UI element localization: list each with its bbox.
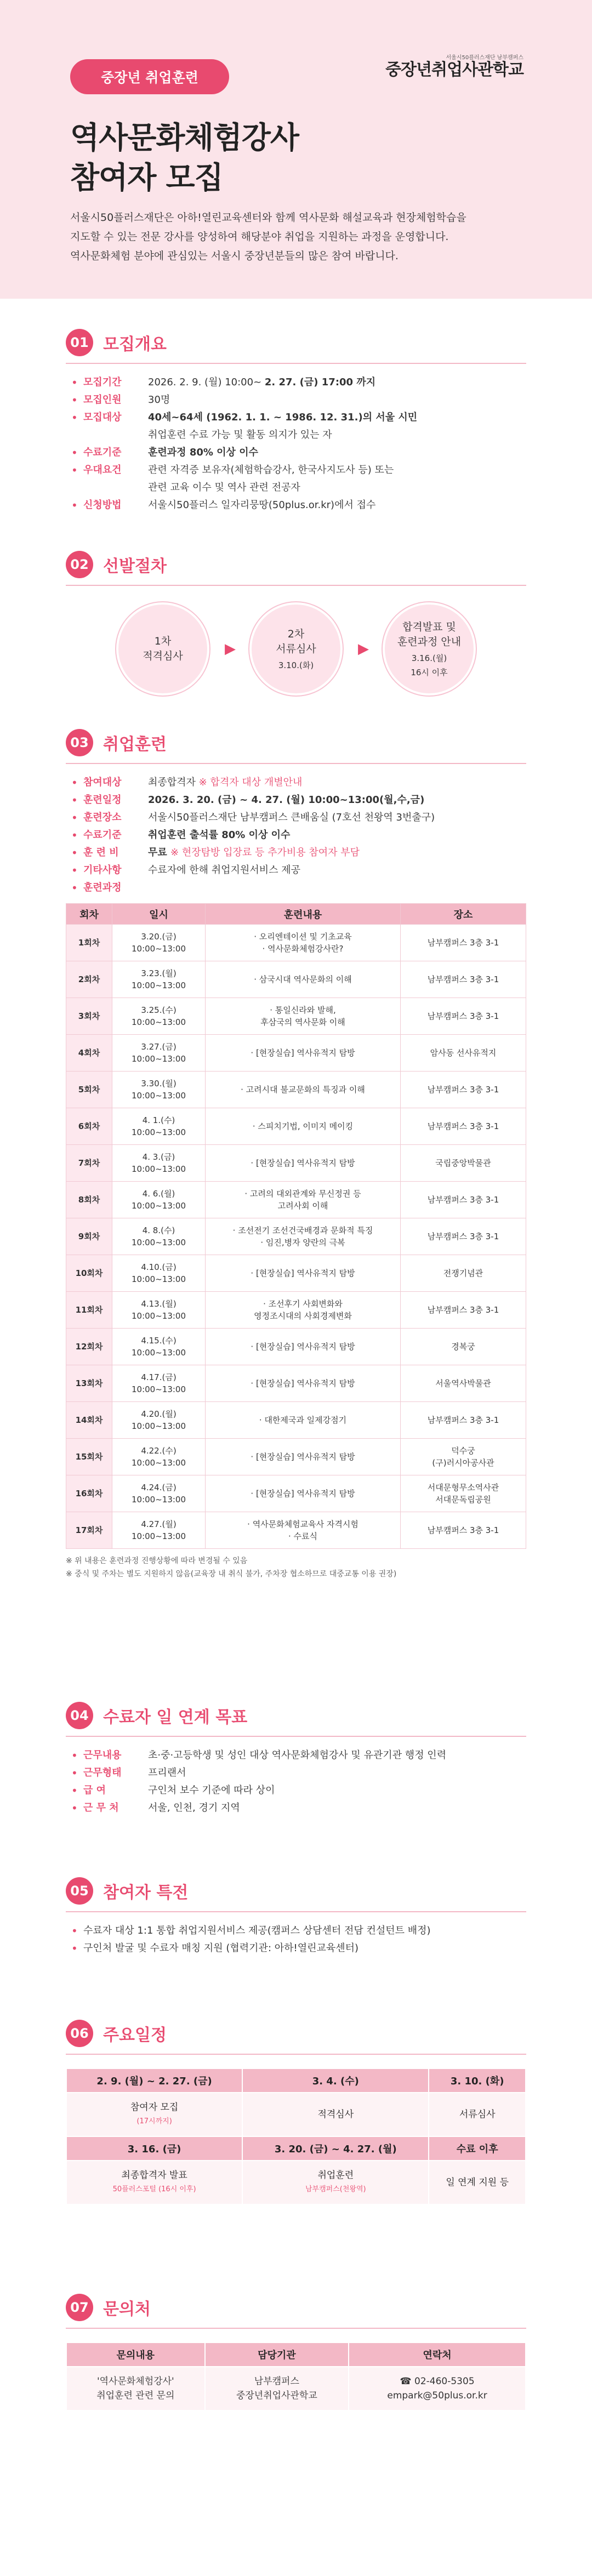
col-header-date: 일시 bbox=[112, 904, 206, 925]
session-content: · 조선후기 사회변화와 영정조시대의 사회경제변화 bbox=[206, 1292, 401, 1329]
table-row bbox=[66, 1035, 526, 1072]
table-row bbox=[66, 1329, 526, 1365]
session-no: 10회차 bbox=[66, 1255, 112, 1292]
session-place: 덕수궁 (구)러시아공사관 bbox=[401, 1439, 526, 1475]
table-row bbox=[66, 1402, 526, 1439]
info-row-criteria: • 수료기준 훈련과정 80% 이상 이수 bbox=[71, 446, 258, 459]
intro-line-1: 서울시50플러스재단은 아하!열린교육센터와 함께 역사문화 해설교육과 현장체험학습을 bbox=[70, 212, 466, 224]
session-date: 3.27.(금) 10:00~13:00 bbox=[112, 1035, 206, 1072]
session-place: 남부캠퍼스 3층 3-1 bbox=[401, 961, 526, 998]
table-row bbox=[66, 925, 526, 961]
intro-text bbox=[70, 208, 542, 266]
info-row-apply: • 신청방법 서울시50플러스 일자리뭉땅(50plus.or.kr)에서 접수 bbox=[71, 499, 376, 512]
session-date: 4. 6.(월) 10:00~13:00 bbox=[112, 1182, 206, 1218]
session-date: 4.20.(월) 10:00~13:00 bbox=[112, 1402, 206, 1439]
session-date: 3.23.(월) 10:00~13:00 bbox=[112, 961, 206, 998]
training-notes bbox=[66, 1554, 526, 1581]
info-row-target-cont: 취업훈련 수료 가능 및 활동 의지가 있는 자 bbox=[148, 429, 332, 441]
schedule-date-1: 2. 9. (월) ~ 2. 27. (금) bbox=[66, 2068, 242, 2093]
info-row-preference: • 우대요건 관련 자격증 보유자(체험학습강사, 한국사지도사 등) 또는 bbox=[71, 464, 394, 477]
session-place: 국립중앙박물관 bbox=[401, 1145, 526, 1182]
section-number: 05 bbox=[66, 1877, 93, 1905]
session-date: 4.17.(금) 10:00~13:00 bbox=[112, 1365, 206, 1402]
session-date: 3.25.(수) 10:00~13:00 bbox=[112, 998, 206, 1035]
section-key-schedule bbox=[66, 2020, 526, 2205]
col-header-no: 회차 bbox=[66, 904, 112, 925]
section-recruitment bbox=[66, 329, 526, 514]
table-row bbox=[66, 1108, 526, 1145]
session-place: 경복궁 bbox=[401, 1329, 526, 1365]
schedule-item-1: 참여자 모집 (17시까지) bbox=[66, 2093, 242, 2136]
step-3: 합격발표 및 훈련과정 안내 3.16.(월) 16시 이후 bbox=[383, 602, 476, 696]
table-row bbox=[66, 1439, 526, 1475]
schedule-item-3: 서류심사 bbox=[429, 2093, 526, 2136]
session-content: · [현장실습] 역사유적지 탐방 bbox=[206, 1145, 401, 1182]
session-content: · 조선전기 조선건국배경과 문화적 특징 · 임진,병자 양란의 극복 bbox=[206, 1218, 401, 1255]
section-title: 문의처 bbox=[103, 2300, 151, 2319]
section-training bbox=[66, 729, 526, 1581]
contact-header-org: 담당기관 bbox=[205, 2343, 349, 2367]
section-divider bbox=[66, 585, 526, 586]
info-row-criteria: • 수료기준 취업훈련 출석률 80% 이상 이수 bbox=[71, 829, 291, 842]
session-place: 서울역사박물관 bbox=[401, 1365, 526, 1402]
info-row-target: • 모집대상 40세~64세 (1962. 1. 1. ~ 1986. 12. 31.)의 서울 시민 bbox=[71, 411, 418, 424]
process-steps bbox=[66, 597, 526, 712]
session-place: 남부캠퍼스 3층 3-1 bbox=[401, 1108, 526, 1145]
session-place: 남부캠퍼스 3층 3-1 bbox=[401, 1402, 526, 1439]
session-no: 15회차 bbox=[66, 1439, 112, 1475]
table-row bbox=[66, 1292, 526, 1329]
table-row bbox=[66, 1475, 526, 1512]
session-date: 4. 3.(금) 10:00~13:00 bbox=[112, 1145, 206, 1182]
schedule-item-5: 취업훈련 남부캠퍼스(천왕역) bbox=[242, 2161, 429, 2204]
note-2: ※ 중식 및 주차는 별도 지원하지 않음(교육장 내 취식 불가, 주차장 협소하므로 대중교통 이용 권장) bbox=[66, 1570, 397, 1578]
session-no: 12회차 bbox=[66, 1329, 112, 1365]
step-2: 2차 서류심사 3.10.(화) bbox=[249, 602, 343, 696]
session-content: · 고려시대 불교문화의 특징과 이해 bbox=[206, 1072, 401, 1108]
info-row-course: • 훈련과정 bbox=[71, 881, 122, 894]
logo-subtitle: 서울시50플러스재단 남부캠퍼스 bbox=[446, 55, 523, 61]
session-no: 3회차 bbox=[66, 998, 112, 1035]
schedule-item-6: 일 연계 지원 등 bbox=[429, 2161, 526, 2204]
session-no: 1회차 bbox=[66, 925, 112, 961]
session-date: 4. 1.(수) 10:00~13:00 bbox=[112, 1108, 206, 1145]
section-divider bbox=[66, 1911, 526, 1912]
section-divider bbox=[66, 1736, 526, 1737]
session-place: 남부캠퍼스 3층 3-1 bbox=[401, 1512, 526, 1549]
session-content: · [현장실습] 역사유적지 탐방 bbox=[206, 1439, 401, 1475]
section-number: 07 bbox=[66, 2294, 93, 2321]
contact-header-topic: 문의내용 bbox=[66, 2343, 205, 2367]
benefit-2: • 구인처 발굴 및 수료자 매칭 지원 (협력기관: 아하!열린교육센터) bbox=[71, 1942, 359, 1955]
arrow-icon: ▶ bbox=[225, 641, 236, 657]
section-title: 취업훈련 bbox=[103, 735, 167, 754]
session-content: · [현장실습] 역사유적지 탐방 bbox=[206, 1475, 401, 1512]
section-number: 03 bbox=[66, 729, 93, 756]
session-content: · [현장실습] 역사유적지 탐방 bbox=[206, 1035, 401, 1072]
schedule-item-2: 적격심사 bbox=[242, 2093, 429, 2136]
info-row-schedule: • 훈련일정 2026. 3. 20. (금) ~ 4. 27. (월) 10:00~13:00(월,수,금) bbox=[71, 794, 425, 807]
table-row bbox=[66, 1145, 526, 1182]
contact-header-phone: 연락처 bbox=[349, 2343, 526, 2367]
table-row bbox=[66, 1365, 526, 1402]
session-content: · 대한제국과 일제강점기 bbox=[206, 1402, 401, 1439]
section-title: 참여자 특전 bbox=[103, 1883, 189, 1902]
contact-org: 남부캠퍼스 중장년취업사관학교 bbox=[205, 2367, 349, 2410]
contact-topic: '역사문화체험강사' 취업훈련 관련 문의 bbox=[66, 2367, 205, 2410]
logo-title: 중장년취업사관학교 bbox=[385, 60, 523, 79]
session-content: · 역사문화체험교육사 자격시험 · 수료식 bbox=[206, 1512, 401, 1549]
section-number: 02 bbox=[66, 551, 93, 578]
section-job-link bbox=[66, 1702, 526, 1817]
col-header-place: 장소 bbox=[401, 904, 526, 925]
section-selection bbox=[66, 551, 526, 712]
session-no: 16회차 bbox=[66, 1475, 112, 1512]
schedule-date-3: 3. 10. (화) bbox=[429, 2068, 526, 2093]
section-number: 06 bbox=[66, 2020, 93, 2047]
session-date: 3.30.(월) 10:00~13:00 bbox=[112, 1072, 206, 1108]
section-number: 04 bbox=[66, 1702, 93, 1729]
session-no: 4회차 bbox=[66, 1035, 112, 1072]
session-place: 남부캠퍼스 3층 3-1 bbox=[401, 1218, 526, 1255]
title-line-2: 참여자 모집 bbox=[70, 160, 223, 195]
session-content: · 오리엔테이션 및 기초교육 · 역사문화체험강사란? bbox=[206, 925, 401, 961]
session-place: 남부캠퍼스 3층 3-1 bbox=[401, 1072, 526, 1108]
session-no: 8회차 bbox=[66, 1182, 112, 1218]
category-pill: 중장년 취업훈련 bbox=[70, 59, 229, 94]
session-content: · [현장실습] 역사유적지 탐방 bbox=[206, 1365, 401, 1402]
table-row bbox=[66, 1182, 526, 1218]
table-row bbox=[66, 998, 526, 1035]
session-no: 11회차 bbox=[66, 1292, 112, 1329]
contact-table bbox=[66, 2342, 526, 2411]
info-row-fee: • 훈 련 비 무료 ※ 현장탐방 입장료 등 추가비용 참여자 부담 bbox=[71, 846, 360, 859]
intro-line-3: 역사문화체험 분야에 관심있는 서울시 중장년분들의 많은 참여 바랍니다. bbox=[70, 250, 399, 262]
benefit-1: • 수료자 대상 1:1 통합 취업지원서비스 제공(캠퍼스 상담센터 전담 컨설턴트 배정) bbox=[71, 1924, 431, 1937]
session-date: 4.22.(수) 10:00~13:00 bbox=[112, 1439, 206, 1475]
session-content: · [현장실습] 역사유적지 탐방 bbox=[206, 1255, 401, 1292]
section-divider bbox=[66, 363, 526, 364]
session-no: 7회차 bbox=[66, 1145, 112, 1182]
session-place: 남부캠퍼스 3층 3-1 bbox=[401, 1292, 526, 1329]
session-content: · 스피치기법, 이미지 메이킹 bbox=[206, 1108, 401, 1145]
session-date: 4.10.(금) 10:00~13:00 bbox=[112, 1255, 206, 1292]
section-divider bbox=[66, 2328, 526, 2329]
session-place: 암사동 선사유적지 bbox=[401, 1035, 526, 1072]
schedule-date-6: 수료 이후 bbox=[429, 2136, 526, 2161]
page-title bbox=[70, 118, 299, 198]
section-divider bbox=[66, 763, 526, 764]
schedule-date-2: 3. 4. (수) bbox=[242, 2068, 429, 2093]
session-date: 4. 8.(수) 10:00~13:00 bbox=[112, 1218, 206, 1255]
session-place: 남부캠퍼스 3층 3-1 bbox=[401, 998, 526, 1035]
session-date: 4.24.(금) 10:00~13:00 bbox=[112, 1475, 206, 1512]
session-no: 6회차 bbox=[66, 1108, 112, 1145]
step-1: 1차 적격심사 bbox=[116, 602, 209, 696]
session-place: 서대문형무소역사관 서대문독립공원 bbox=[401, 1475, 526, 1512]
info-row-count: • 모집인원 30명 bbox=[71, 394, 170, 407]
session-place: 전쟁기념관 bbox=[401, 1255, 526, 1292]
section-title: 수료자 일 연계 목표 bbox=[103, 1708, 248, 1727]
table-row bbox=[66, 1072, 526, 1108]
section-title: 주요일정 bbox=[103, 2026, 167, 2045]
session-date: 4.15.(수) 10:00~13:00 bbox=[112, 1329, 206, 1365]
info-row-place: • 훈련장소 서울시50플러스재단 남부캠퍼스 큰배움실 (7호선 천왕역 3번출구) bbox=[71, 811, 435, 824]
email-link[interactable]: empark@50plus.or.kr bbox=[387, 2390, 487, 2401]
session-no: 14회차 bbox=[66, 1402, 112, 1439]
section-title: 모집개요 bbox=[103, 335, 167, 354]
logo bbox=[370, 53, 523, 79]
info-row-pay: • 급 여 구인처 보수 기준에 따라 상이 bbox=[71, 1784, 275, 1797]
note-1: ※ 위 내용은 훈련과정 진행상황에 따라 변경될 수 있음 bbox=[66, 1557, 248, 1565]
schedule-table bbox=[66, 2068, 526, 2205]
info-row-preference-cont: 관련 교육 이수 및 역사 관련 전공자 bbox=[148, 482, 300, 493]
section-contact bbox=[66, 2294, 526, 2411]
session-no: 13회차 bbox=[66, 1365, 112, 1402]
session-content: · 삼국시대 역사문화의 이해 bbox=[206, 961, 401, 998]
col-header-content: 훈련내용 bbox=[206, 904, 401, 925]
schedule-item-4: 최종합격자 발표 50플러스포털 (16시 이후) bbox=[66, 2161, 242, 2204]
intro-line-2: 지도할 수 있는 전문 강사를 양성하여 해당분야 취업을 지원하는 과정을 운영합니다. bbox=[70, 231, 449, 243]
session-date: 4.13.(월) 10:00~13:00 bbox=[112, 1292, 206, 1329]
section-divider bbox=[66, 2054, 526, 2055]
session-date: 4.27.(월) 10:00~13:00 bbox=[112, 1512, 206, 1549]
session-content: · [현장실습] 역사유적지 탐방 bbox=[206, 1329, 401, 1365]
session-content: · 통일신라와 발해, 후삼국의 역사문화 이해 bbox=[206, 998, 401, 1035]
session-no: 5회차 bbox=[66, 1072, 112, 1108]
schedule-date-5: 3. 20. (금) ~ 4. 27. (월) bbox=[242, 2136, 429, 2161]
info-row-work: • 근무내용 초·중·고등학생 및 성인 대상 역사문화체험강사 및 유관기관 행정 인력 bbox=[71, 1749, 447, 1762]
arrow-icon: ▶ bbox=[358, 641, 369, 657]
session-place: 남부캠퍼스 3층 3-1 bbox=[401, 1182, 526, 1218]
section-number: 01 bbox=[66, 329, 93, 356]
session-content: · 고려의 대외관계와 무신정권 등 고려사회 이해 bbox=[206, 1182, 401, 1218]
info-row-type: • 근무형태 프리랜서 bbox=[71, 1766, 186, 1780]
schedule-date-4: 3. 16. (금) bbox=[66, 2136, 242, 2161]
info-row-extra: • 기타사항 수료자에 한해 취업지원서비스 제공 bbox=[71, 864, 300, 877]
hero-banner bbox=[0, 0, 592, 299]
info-row-target: • 참여대상 최종합격자 ※ 합격자 대상 개별안내 bbox=[71, 776, 303, 789]
contact-info bbox=[349, 2367, 526, 2410]
session-date: 3.20.(금) 10:00~13:00 bbox=[112, 925, 206, 961]
section-title: 선발절차 bbox=[103, 557, 167, 576]
section-benefits bbox=[66, 1877, 526, 1957]
session-no: 17회차 bbox=[66, 1512, 112, 1549]
session-no: 9회차 bbox=[66, 1218, 112, 1255]
table-row bbox=[66, 961, 526, 998]
table-row bbox=[66, 1255, 526, 1292]
training-table bbox=[66, 903, 526, 1549]
table-row bbox=[66, 1218, 526, 1255]
table-row bbox=[66, 1512, 526, 1549]
session-no: 2회차 bbox=[66, 961, 112, 998]
phone-number[interactable]: ☎ 02-460-5305 bbox=[400, 2376, 475, 2387]
info-row-period: • 모집기간 2026. 2. 9. (월) 10:00~ 2. 27. (금) 17:00 까지 bbox=[71, 376, 376, 389]
session-place: 남부캠퍼스 3층 3-1 bbox=[401, 925, 526, 961]
info-row-location: • 근 무 처 서울, 인천, 경기 지역 bbox=[71, 1802, 240, 1815]
title-line-1: 역사문화체험강사 bbox=[70, 120, 299, 155]
